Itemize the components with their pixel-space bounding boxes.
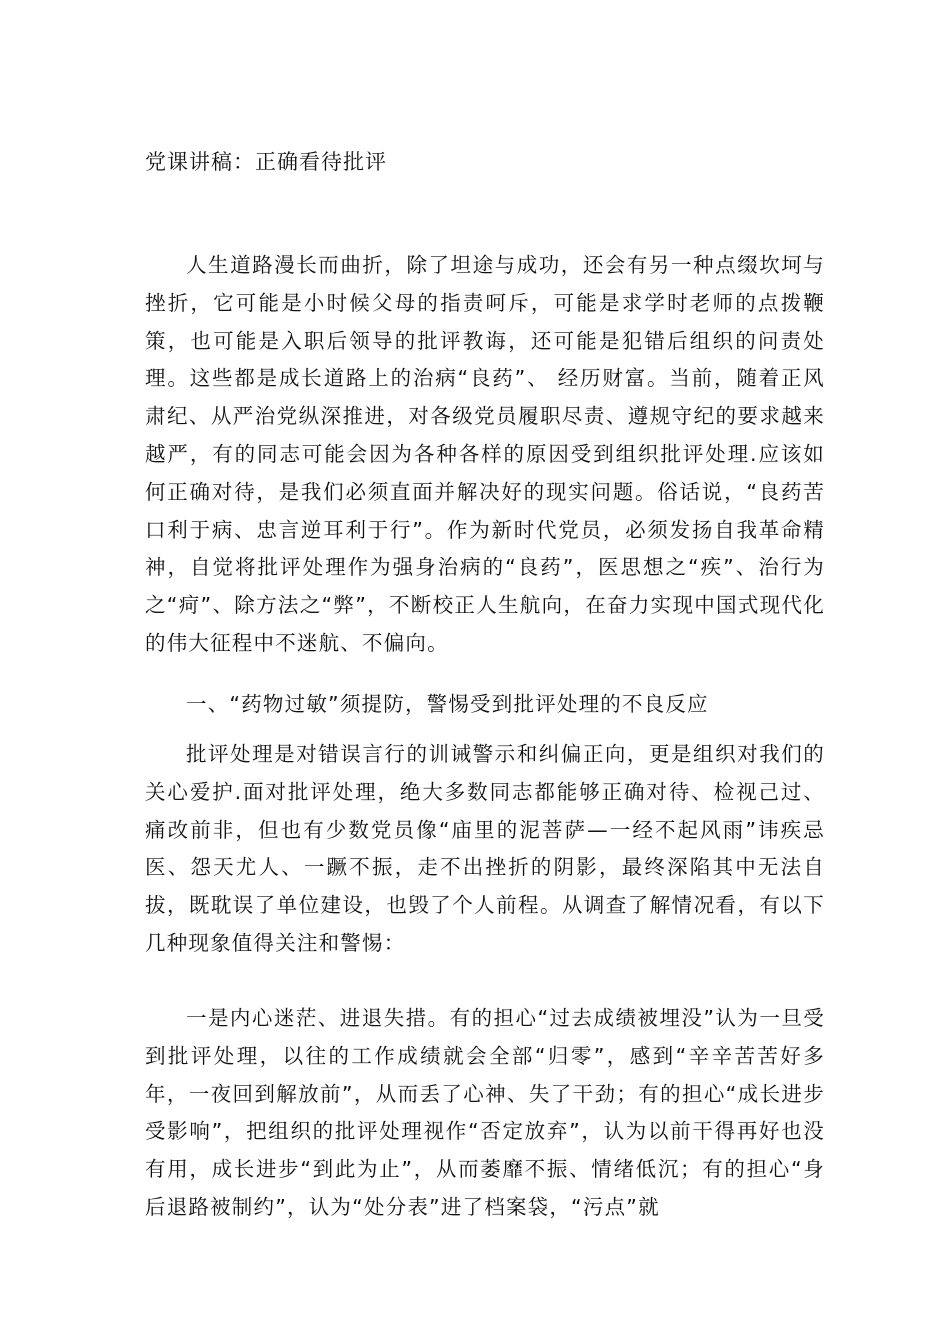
document-title: 党课讲稿：正确看待批评 — [145, 150, 387, 174]
intro-paragraph: 人生道路漫长而曲折，除了坦途与成功，还会有另一种点缀坎坷与挫折，它可能是小时候父母的指责呵斥，可能是求学时老师的点拨鞭策，也可能是入职后领导的批评教诲，还可能是犯错后组织的问责处理。这些都是成长道路上的治病“良药”、 经历财富。当前，随着正风肃纪、从严治党纵深推进，对各级党员履职尽责、遵规守纪的要求越来越严，有的同志可能会因为各种各样的原因受到组织批评处理.应该如何正确对待，是我们必须直面并解决好的现实问题。俗话说，“良药苦口利于病、忠言逆耳利于行”。作为新时代党员，必须发扬自我革命精神，自觉将批评处理作为强身治病的“良药”，医思想之“疾”、治行为之“疴”、除方法之“弊”，不断校正人生航向，在奋力实现中国式现代化的伟大征程中不迷航、不偏向。 — [145, 253, 825, 655]
section-heading: 一、“药物过敏”须提防，警惕受到批评处理的不良反应 — [186, 692, 709, 716]
body-paragraph: 批评处理是对错误言行的训诫警示和纠偏正向，更是组织对我们的关心爱护.面对批评处理，绝大多数同志都能够正确对待、检视己过、痛改前非，但也有少数党员像“庙里的泥菩萨—一经不起风雨”讳疾忌医、怨天尤人、一蹶不振，走不出挫折的阴影，最终深陷其中无法自拔，既耽误了单位建设，也毁了个人前程。从调查了解情况看，有以下几种现象值得关注和警惕： — [145, 742, 825, 955]
body-paragraph: 一是内心迷茫、进退失措。有的担心“过去成绩被埋没”认为一旦受到批评处理，以往的工作成绩就会全部“归零”，感到“辛辛苦苦好多年，一夜回到解放前”，从而丢了心神、失了干劲；有的担心“成长进步受影响”，把组织的批评处理视作“否定放弃”，认为以前干得再好也没有用，成长进步“到此为止”，从而萎靡不振、情绪低沉；有的担心“身后退路被制约”，认为“处分表”进了档案袋，“污点”就 — [145, 1006, 825, 1219]
